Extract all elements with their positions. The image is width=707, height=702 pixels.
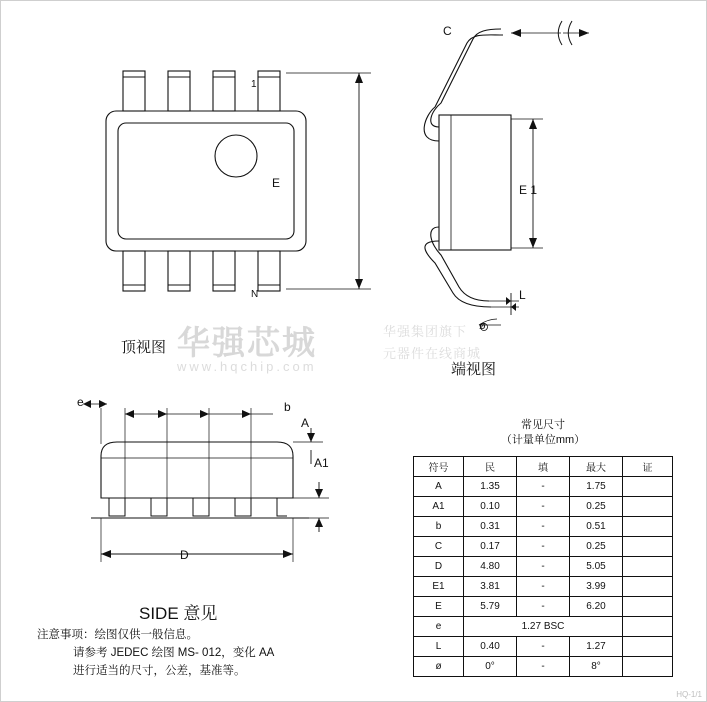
label-dim-E-top: E <box>272 176 281 190</box>
caption-top-view: 顶视图 <box>121 339 167 356</box>
label-dim-E1: E 1 <box>519 183 538 197</box>
cell-min: 5.79 <box>463 597 516 617</box>
table-row <box>414 477 673 497</box>
label-dim-A: A <box>301 416 310 430</box>
dimension-table-title <box>413 418 673 448</box>
cell-nom: - <box>517 637 570 657</box>
label-dim-b: b <box>284 400 291 414</box>
label-dim-D: D <box>180 548 189 562</box>
table-row <box>414 497 673 517</box>
watermark-title: 华强芯城 <box>177 324 317 361</box>
cell-symbol: C <box>414 537 464 557</box>
th-max: 最大 <box>569 457 622 477</box>
cell-max: 5.05 <box>569 557 622 577</box>
dimension-table-wrap <box>413 456 673 677</box>
watermark-line-1: 华强集团旗下 <box>383 324 468 339</box>
table-row <box>414 577 673 597</box>
cell-symbol: A1 <box>414 497 464 517</box>
end-view-drawing <box>411 15 611 345</box>
cell-note <box>623 497 673 517</box>
caption-side-view: SIDE 意见 <box>139 604 218 623</box>
table-header-row <box>414 457 673 477</box>
cell-max: 0.25 <box>569 537 622 557</box>
cell-max: 0.51 <box>569 517 622 537</box>
cell-symbol: e <box>414 617 464 637</box>
cell-symbol: b <box>414 517 464 537</box>
table-row <box>414 617 673 637</box>
table-row <box>414 557 673 577</box>
cell-min: 3.81 <box>463 577 516 597</box>
cell-min: 0.10 <box>463 497 516 517</box>
cell-symbol: ø <box>414 657 464 677</box>
cell-symbol: E1 <box>414 577 464 597</box>
label-dim-L: L <box>519 288 526 302</box>
label-dim-theta: ø <box>479 320 486 332</box>
watermark-line-2: 元器件在线商城 <box>383 346 482 361</box>
table-row <box>414 517 673 537</box>
cell-max: 6.20 <box>569 597 622 617</box>
cell-symbol: E <box>414 597 464 617</box>
cell-min: 1.35 <box>463 477 516 497</box>
cell-max: 1.75 <box>569 477 622 497</box>
table-row <box>414 597 673 617</box>
th-note: 证 <box>623 457 673 477</box>
th-min: 民 <box>463 457 516 477</box>
cell-nom: - <box>517 477 570 497</box>
cell-min: 4.80 <box>463 557 516 577</box>
cell-min: 0.31 <box>463 517 516 537</box>
cell-symbol: D <box>414 557 464 577</box>
note-line-2: 请参考 JEDEC 绘图 MS- 012，变化 AA <box>73 647 275 659</box>
label-dim-C: C <box>443 24 452 38</box>
side-view-drawing <box>61 386 361 586</box>
watermark-url: www.hqchip.com <box>177 359 317 374</box>
cell-note <box>623 557 673 577</box>
cell-note <box>623 517 673 537</box>
cell-nom: - <box>517 537 570 557</box>
label-dim-e: e <box>77 395 84 409</box>
th-nom: 填 <box>517 457 570 477</box>
cell-nom: - <box>517 597 570 617</box>
cell-max: 8° <box>569 657 622 677</box>
cell-note <box>623 617 673 637</box>
th-symbol: 符号 <box>414 457 464 477</box>
cell-nom: - <box>517 517 570 537</box>
cell-max: 3.99 <box>569 577 622 597</box>
table-row <box>414 657 673 677</box>
cell-max: 1.27 <box>569 637 622 657</box>
note-line-3: 进行适当的尺寸，公差，基准等。 <box>73 665 246 677</box>
cell-min: 0.40 <box>463 637 516 657</box>
cell-note <box>623 537 673 557</box>
cell-nom: - <box>517 497 570 517</box>
caption-end-view: 端视图 <box>451 361 497 378</box>
table-row <box>414 537 673 557</box>
dimension-table <box>413 456 673 677</box>
cell-note <box>623 597 673 617</box>
top-view-drawing <box>81 51 391 331</box>
label-pin-n: N <box>251 289 259 300</box>
corner-mark: HQ-1/1 <box>676 690 702 699</box>
cell-nom: - <box>517 577 570 597</box>
cell-min: 0.17 <box>463 537 516 557</box>
cell-note <box>623 577 673 597</box>
table-body <box>414 477 673 677</box>
cell-nom: - <box>517 557 570 577</box>
cell-span-value: 1.27 BSC <box>463 617 622 637</box>
cell-note <box>623 477 673 497</box>
note-line-1: 注意事项：绘图仅供一般信息。 <box>37 629 198 641</box>
table-row <box>414 637 673 657</box>
cell-min: 0° <box>463 657 516 677</box>
cell-note <box>623 637 673 657</box>
cell-nom: - <box>517 657 570 677</box>
table-title-line-2: （计量单位mm） <box>500 434 586 446</box>
cell-symbol: A <box>414 477 464 497</box>
cell-max: 0.25 <box>569 497 622 517</box>
label-pin-1: 1 <box>251 79 257 90</box>
label-dim-A1: A1 <box>314 456 329 470</box>
cell-symbol: L <box>414 637 464 657</box>
cell-note <box>623 657 673 677</box>
table-title-line-1: 常见尺寸 <box>521 419 565 431</box>
